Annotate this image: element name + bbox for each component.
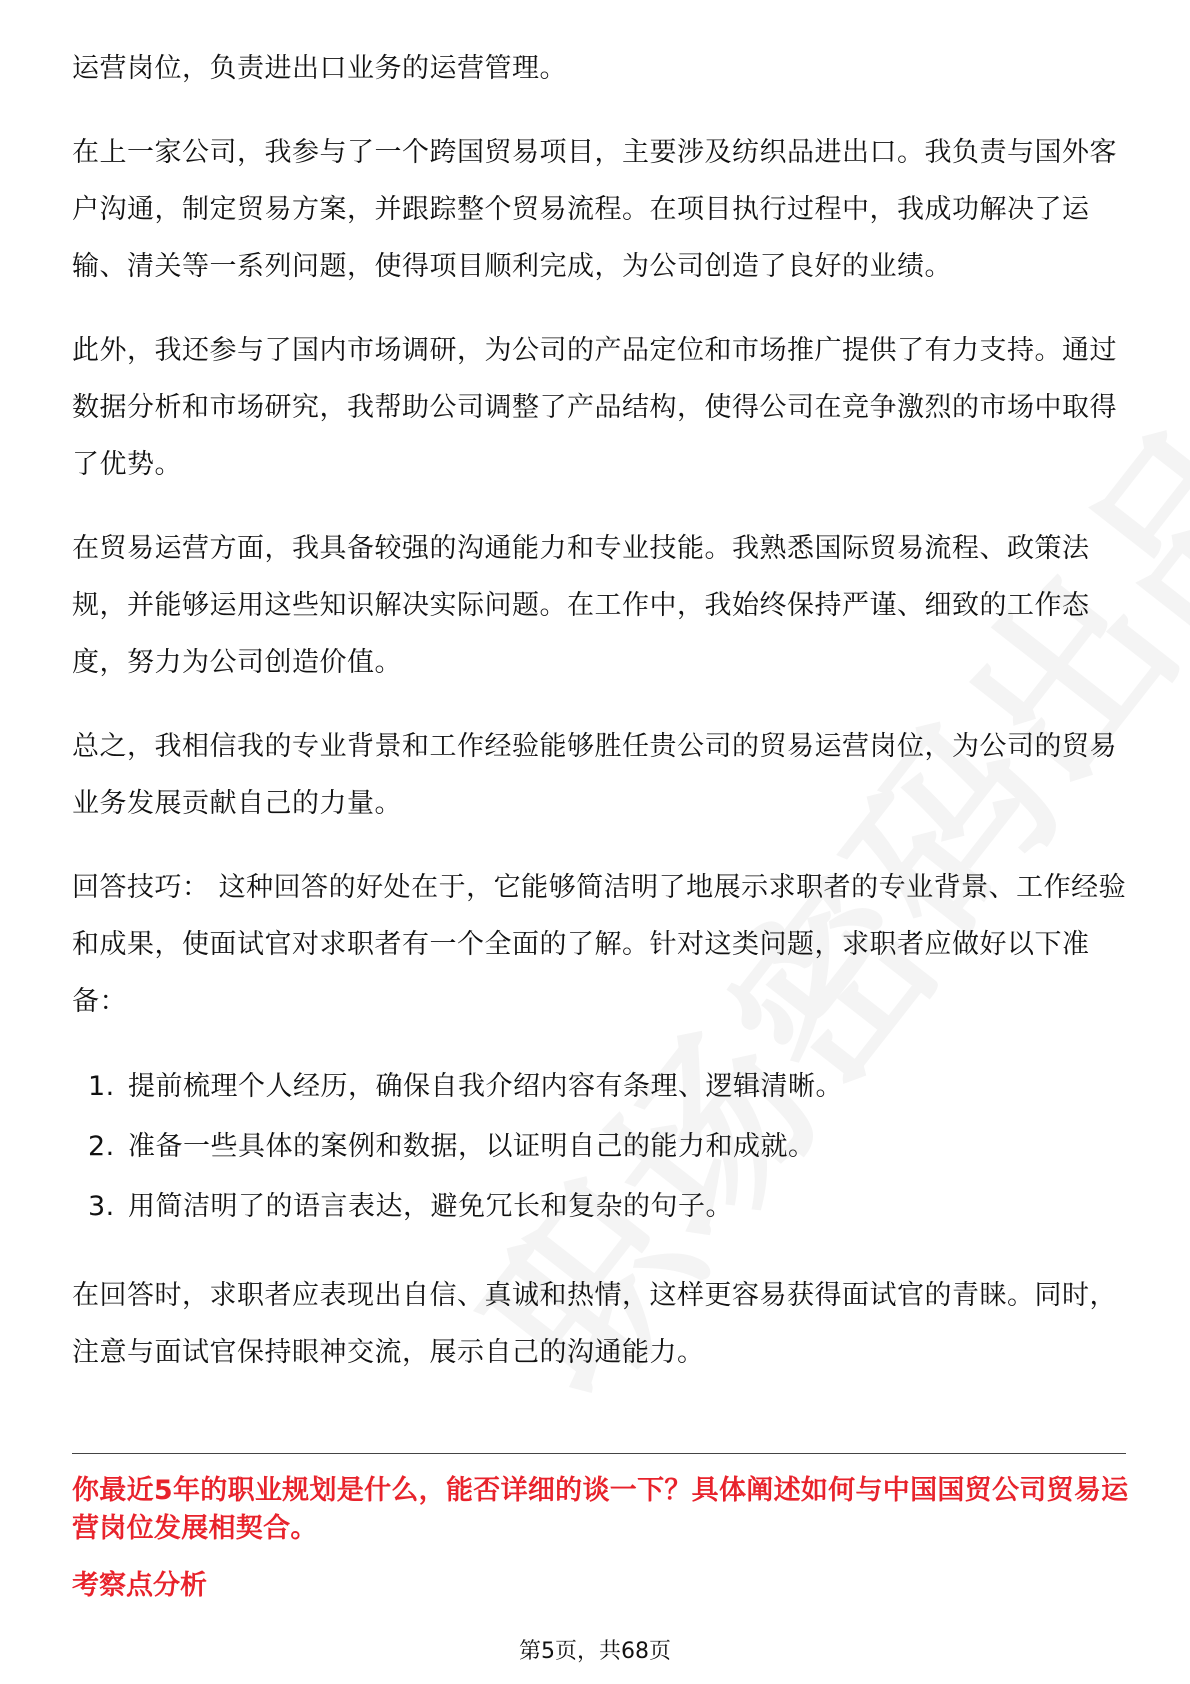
list-item [72, 1117, 1128, 1177]
analysis-section-title: 考察点分析 [72, 1570, 207, 1601]
paragraph: 运营岗位，负责进出口业务的运营管理。 [72, 53, 567, 84]
next-question-heading: 你最近5年的职业规划是什么，能否详细的谈一下？具体阐述如何与中国国贸公司贸易运营岗位发展相契合。 [72, 1475, 1129, 1544]
section-divider [72, 1453, 1126, 1454]
list-number: 2. [88, 1131, 115, 1162]
closing-paragraph: 在回答时，求职者应表现出自信、真诚和热情，这样更容易获得面试官的青睐。同时，注意与面试官保持眼神交流，展示自己的沟通能力。 [72, 1280, 1117, 1368]
paragraph: 在上一家公司，我参与了一个跨国贸易项目，主要涉及纺织品进出口。我负责与国外客户沟通，制定贸易方案，并跟踪整个贸易流程。在项目执行过程中，我成功解决了运输、清关等一系列问题，使得项目顺利完成，为公司创造了良好的业绩。 [72, 137, 1117, 282]
paragraph: 总之，我相信我的专业背景和工作经验能够胜任贵公司的贸易运营岗位，为公司的贸易业务发展贡献自己的力量。 [72, 731, 1117, 819]
list-number: 1. [88, 1071, 115, 1102]
list-item [72, 1057, 1128, 1117]
list-item-text: 提前梳理个人经历，确保自我介绍内容有条理、逻辑清晰。 [128, 1071, 843, 1102]
preparation-list [72, 1057, 1128, 1237]
list-item [72, 1177, 1128, 1237]
paragraph: 在贸易运营方面，我具备较强的沟通能力和专业技能。我熟悉国际贸易流程、政策法规，并能够运用这些知识解决实际问题。在工作中，我始终保持严谨、细致的工作态度，努力为公司创造价值。 [72, 533, 1090, 678]
list-item-text: 用简洁明了的语言表达，避免冗长和复杂的句子。 [128, 1191, 733, 1222]
answer-tips-paragraph: 回答技巧： 这种回答的好处在于，它能够简洁明了地展示求职者的专业背景、工作经验和成果，使面试官对求职者有一个全面的了解。针对这类问题，求职者应做好以下准备： [72, 872, 1127, 1017]
list-number: 3. [88, 1191, 115, 1222]
list-item-text: 准备一些具体的案例和数据，以证明自己的能力和成就。 [128, 1131, 816, 1162]
body-content [72, 40, 1128, 1408]
paragraph: 此外，我还参与了国内市场调研，为公司的产品定位和市场推广提供了有力支持。通过数据分析和市场研究，我帮助公司调整了产品结构，使得公司在竞争激烈的市场中取得了优势。 [72, 335, 1117, 480]
page-number-footer: 第5页，共68页 [519, 1639, 671, 1664]
